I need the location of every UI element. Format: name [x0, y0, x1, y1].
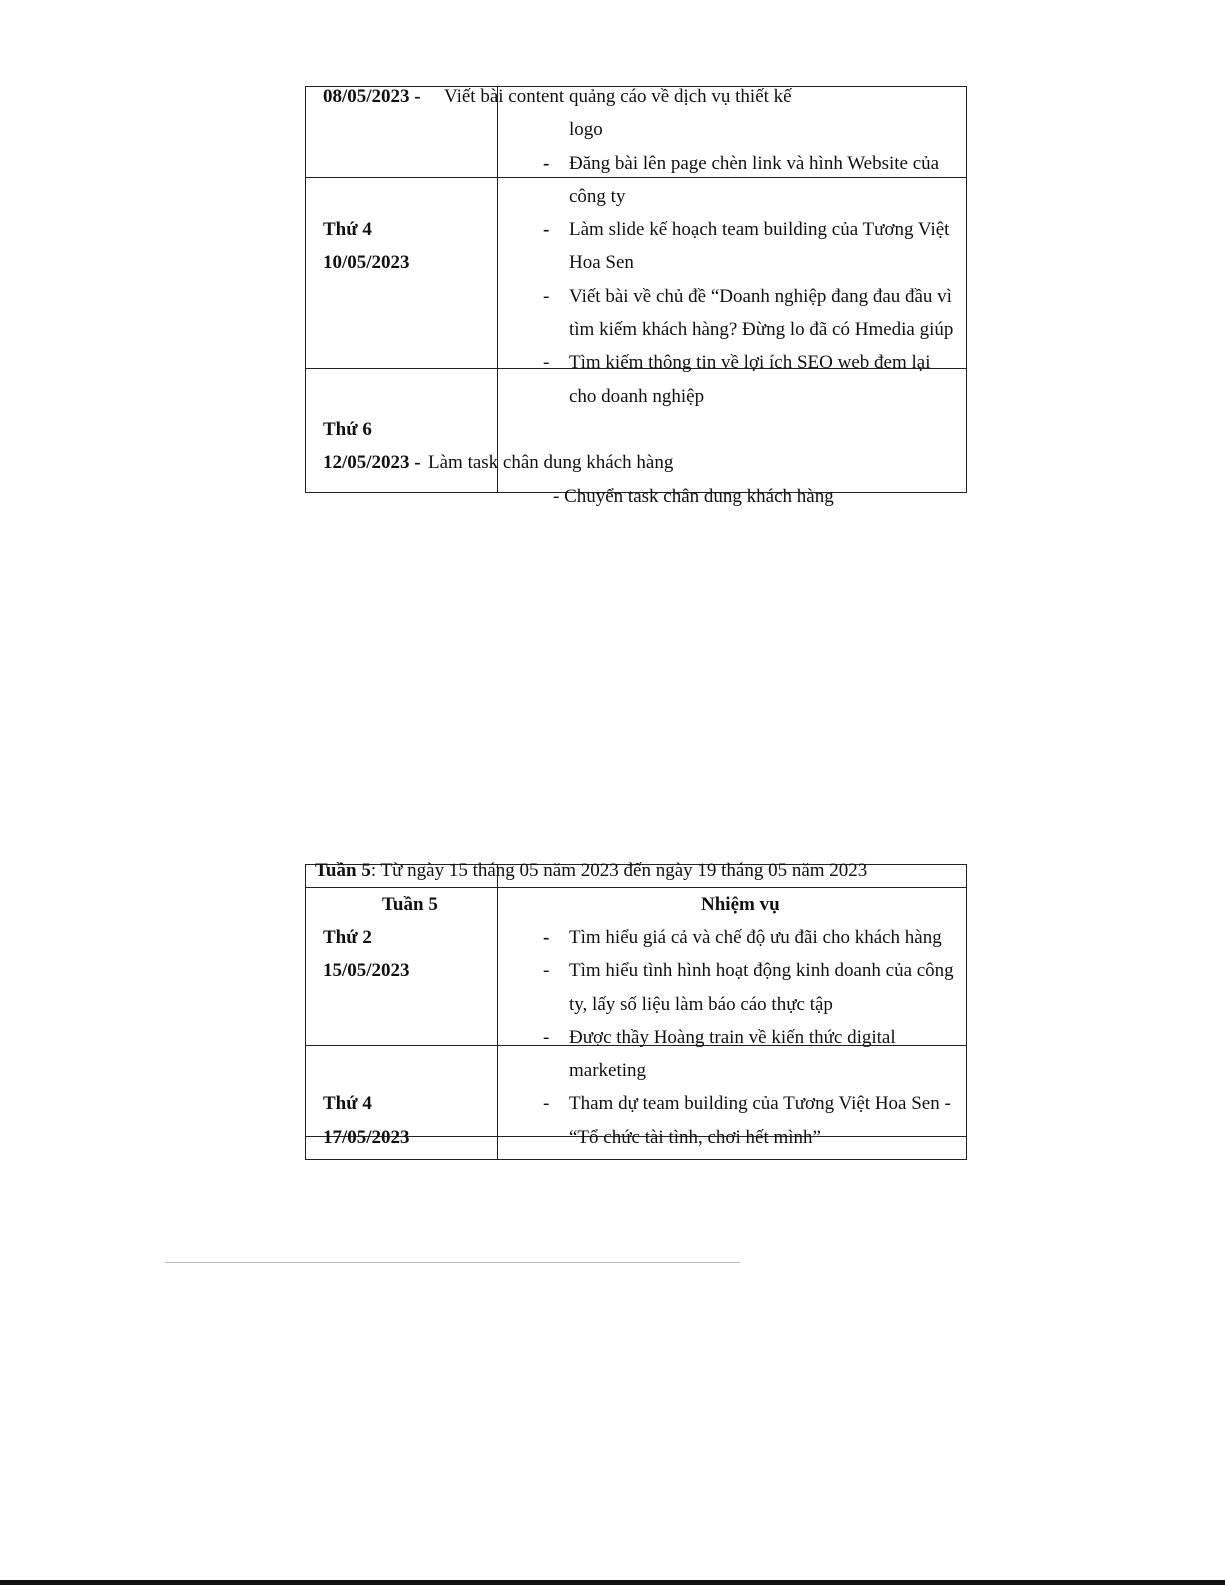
bullet-dash: - [543, 1093, 550, 1114]
week-caption [315, 860, 867, 882]
row-date: 08/05/2023 - [323, 86, 421, 107]
task-line: Viết bài content quảng cáo về dịch vụ thiết kế [444, 86, 792, 107]
task-line: Đăng bài lên page chèn link và hình Website của [569, 153, 940, 174]
task-line: Tìm hiểu giá cả và chế độ ưu đãi cho khách hàng [569, 927, 942, 948]
week-caption-range: : Từ ngày 15 tháng 05 năm 2023 đến ngày 19 tháng 05 năm 2023 [370, 860, 868, 881]
task-line: Viết bài về chủ đề “Doanh nghiệp đang đau đầu vì [569, 286, 952, 307]
bullet-dash: - [543, 286, 550, 307]
task-line: tìm kiếm khách hàng? Đừng lo đã có Hmedia giúp [569, 319, 954, 340]
row-date: 17/05/2023 [323, 1127, 410, 1148]
row-divider [305, 887, 967, 888]
task-line: ty, lấy số liệu làm báo cáo thực tập [569, 994, 833, 1015]
row-date: 12/05/2023 - [323, 452, 421, 473]
task-line: Hoa Sen [569, 252, 634, 273]
bullet-dash: - [543, 927, 550, 948]
bullet-dash: - [543, 153, 550, 174]
row-day: Thứ 2 [323, 927, 372, 948]
row-date: 15/05/2023 [323, 960, 410, 981]
row-day: Thứ 6 [323, 419, 372, 440]
task-line: Làm task chân dung khách hàng [428, 452, 674, 473]
column-divider [497, 86, 498, 493]
bullet-dash: - [543, 352, 550, 373]
task-line: Tìm hiểu tình hình hoạt động kinh doanh của công [569, 960, 954, 981]
task-line: Được thầy Hoàng train về kiến thức digital [569, 1027, 896, 1048]
task-line: Tìm kiếm thông tin về lợi ích SEO web đem lại [569, 352, 931, 373]
bullet-dash: - [543, 1027, 550, 1048]
row-day: Thứ 4 [323, 219, 372, 240]
week-caption-label: Tuần 5 [315, 860, 371, 881]
bullet-dash: - [543, 960, 550, 981]
task-line: marketing [569, 1060, 647, 1081]
task-line: logo [569, 119, 603, 140]
row-divider [305, 177, 967, 178]
row-date: 10/05/2023 [323, 252, 410, 273]
task-line: công ty [569, 186, 626, 207]
header-tasks: Nhiệm vụ [701, 894, 780, 915]
page-bottom-edge [0, 1580, 1225, 1585]
task-line: “Tổ chức tài tình, chơi hết mình” [569, 1127, 821, 1148]
header-week: Tuần 5 [382, 894, 438, 915]
column-divider [497, 864, 498, 1160]
task-line: cho doanh nghiệp [569, 386, 705, 407]
task-line: - Chuyển task chân dung khách hàng [553, 486, 834, 507]
row-day: Thứ 4 [323, 1093, 372, 1114]
task-line: Làm slide kế hoạch team building của Tương Việt [569, 219, 950, 240]
bullet-dash: - [543, 219, 550, 240]
task-line: Tham dự team building của Tương Việt Hoa Sen - [569, 1093, 951, 1114]
footer-rule [165, 1262, 740, 1263]
